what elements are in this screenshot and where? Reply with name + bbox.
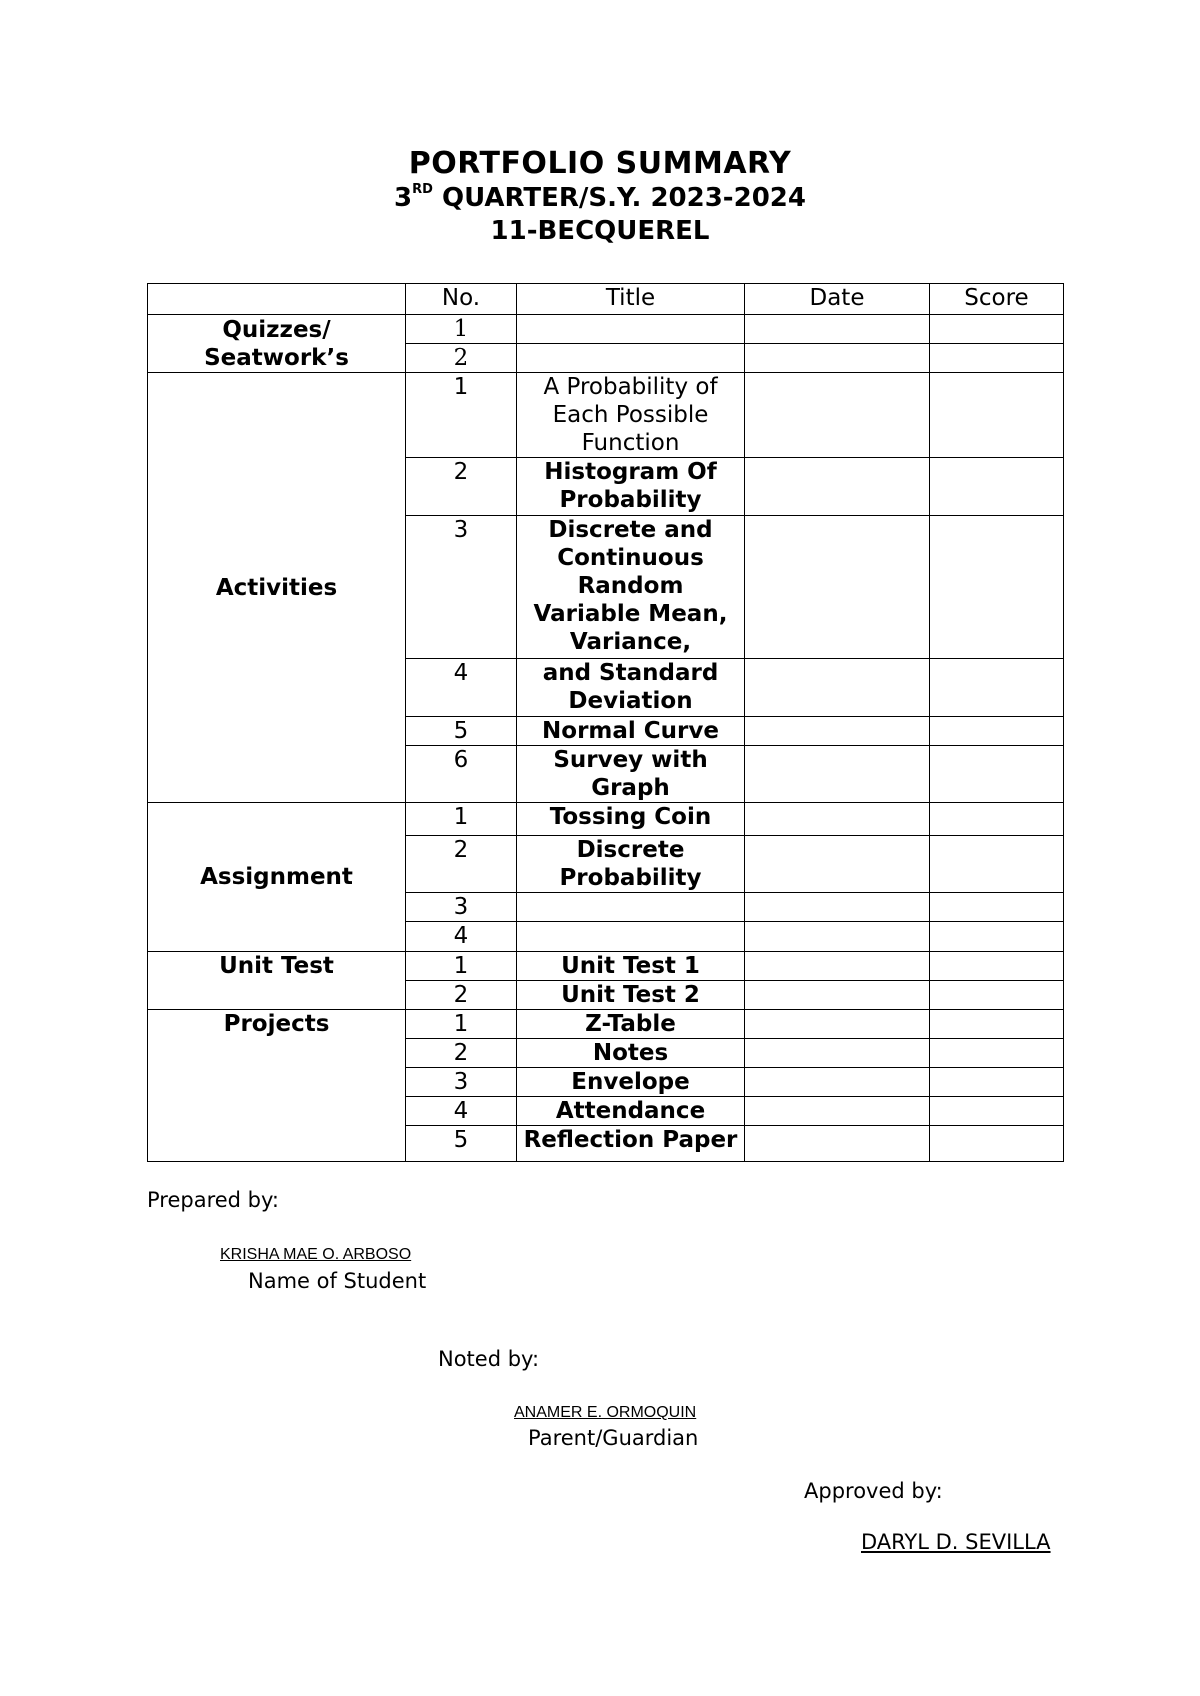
row-title: Z-Table xyxy=(517,1010,745,1039)
row-no: 5 xyxy=(406,717,517,746)
approved-by-label: Approved by: xyxy=(804,1479,943,1503)
row-score xyxy=(930,836,1064,893)
row-score xyxy=(930,1097,1064,1126)
quarter-suffix: RD xyxy=(412,182,433,197)
noted-by-label: Noted by: xyxy=(438,1347,540,1371)
row-title: Notes xyxy=(517,1039,745,1068)
category-quizzes-line2: Seatwork’s xyxy=(204,344,349,371)
table-row xyxy=(148,373,1064,458)
row-score xyxy=(930,746,1064,803)
header-category xyxy=(148,284,406,315)
row-title: and Standard Deviation xyxy=(517,659,745,717)
row-title: Unit Test 1 xyxy=(517,952,745,981)
row-score xyxy=(930,659,1064,717)
category-unit-test: Unit Test xyxy=(148,952,406,1010)
header-no: No. xyxy=(406,284,517,315)
row-score xyxy=(930,315,1064,344)
row-title: Histogram Of Probability xyxy=(517,458,745,516)
row-no: 3 xyxy=(406,516,517,659)
quarter-line xyxy=(0,182,1200,215)
row-date xyxy=(745,922,930,952)
row-no: 1 xyxy=(406,315,517,344)
row-date xyxy=(745,516,930,659)
row-title: Normal Curve xyxy=(517,717,745,746)
row-date xyxy=(745,373,930,458)
row-no: 2 xyxy=(406,981,517,1010)
page-title: PORTFOLIO SUMMARY xyxy=(408,146,792,181)
row-title: Discrete Probability xyxy=(517,836,745,893)
row-no: 3 xyxy=(406,893,517,922)
row-no: 2 xyxy=(406,836,517,893)
student-role: Name of Student xyxy=(248,1269,427,1293)
row-no: 5 xyxy=(406,1126,517,1162)
row-title: Discrete and Continuous Random Variable Mean, Variance, xyxy=(517,516,745,659)
document-title-block xyxy=(0,146,1200,248)
row-score xyxy=(930,373,1064,458)
row-title xyxy=(517,922,745,952)
row-date xyxy=(745,952,930,981)
header-score: Score xyxy=(930,284,1064,315)
row-no: 4 xyxy=(406,1097,517,1126)
category-projects: Projects xyxy=(148,1010,406,1162)
quarter-text: QUARTER/S.Y. 2023-2024 xyxy=(432,183,806,213)
header-title: Title xyxy=(517,284,745,315)
row-score xyxy=(930,516,1064,659)
row-date xyxy=(745,803,930,836)
student-name: KRISHA MAE O. ARBOSO xyxy=(220,1246,412,1263)
row-date xyxy=(745,659,930,717)
row-no: 2 xyxy=(406,344,517,373)
row-date xyxy=(745,746,930,803)
row-date xyxy=(745,981,930,1010)
row-no: 1 xyxy=(406,803,517,836)
row-score xyxy=(930,803,1064,836)
row-score xyxy=(930,1039,1064,1068)
row-no: 1 xyxy=(406,373,517,458)
category-quizzes-line1: Quizzes/ xyxy=(222,316,331,343)
table-row xyxy=(148,315,1064,344)
header-date: Date xyxy=(745,284,930,315)
prepared-by-label: Prepared by: xyxy=(147,1188,279,1212)
table-row xyxy=(148,803,1064,836)
category-quizzes xyxy=(148,315,406,373)
row-date xyxy=(745,315,930,344)
row-title: Attendance xyxy=(517,1097,745,1126)
row-date xyxy=(745,344,930,373)
row-score xyxy=(930,893,1064,922)
portfolio-table xyxy=(147,283,1064,1162)
approver-name: DARYL D. SEVILLA xyxy=(861,1530,1051,1554)
row-no: 4 xyxy=(406,922,517,952)
row-score xyxy=(930,1010,1064,1039)
row-no: 3 xyxy=(406,1068,517,1097)
row-no: 2 xyxy=(406,458,517,516)
table-row xyxy=(148,1010,1064,1039)
row-date xyxy=(745,893,930,922)
row-title xyxy=(517,315,745,344)
row-score xyxy=(930,344,1064,373)
row-score xyxy=(930,1126,1064,1162)
row-date xyxy=(745,717,930,746)
guardian-role: Parent/Guardian xyxy=(528,1426,699,1450)
section-name: 11-BECQUEREL xyxy=(490,216,710,246)
row-title xyxy=(517,344,745,373)
row-title: Unit Test 2 xyxy=(517,981,745,1010)
row-date xyxy=(745,836,930,893)
row-date xyxy=(745,1126,930,1162)
row-no: 4 xyxy=(406,659,517,717)
row-title: Survey with Graph xyxy=(517,746,745,803)
quarter-number: 3 xyxy=(394,183,413,213)
row-score xyxy=(930,717,1064,746)
row-score xyxy=(930,981,1064,1010)
table-header-row xyxy=(148,284,1064,315)
row-score xyxy=(930,952,1064,981)
row-score xyxy=(930,922,1064,952)
row-date xyxy=(745,1010,930,1039)
category-assignment: Assignment xyxy=(148,803,406,952)
row-date xyxy=(745,1068,930,1097)
row-no: 2 xyxy=(406,1039,517,1068)
row-date xyxy=(745,1039,930,1068)
row-no: 1 xyxy=(406,1010,517,1039)
row-no: 1 xyxy=(406,952,517,981)
table-row xyxy=(148,952,1064,981)
row-score xyxy=(930,1068,1064,1097)
guardian-name: ANAMER E. ORMOQUIN xyxy=(514,1404,697,1421)
row-title: Tossing Coin xyxy=(517,803,745,836)
row-score xyxy=(930,458,1064,516)
row-title: A Probability of Each Possible Function xyxy=(517,373,745,458)
row-title: Reflection Paper xyxy=(517,1126,745,1162)
row-no: 6 xyxy=(406,746,517,803)
row-date xyxy=(745,458,930,516)
row-title: Envelope xyxy=(517,1068,745,1097)
row-title xyxy=(517,893,745,922)
category-activities: Activities xyxy=(148,373,406,803)
row-date xyxy=(745,1097,930,1126)
